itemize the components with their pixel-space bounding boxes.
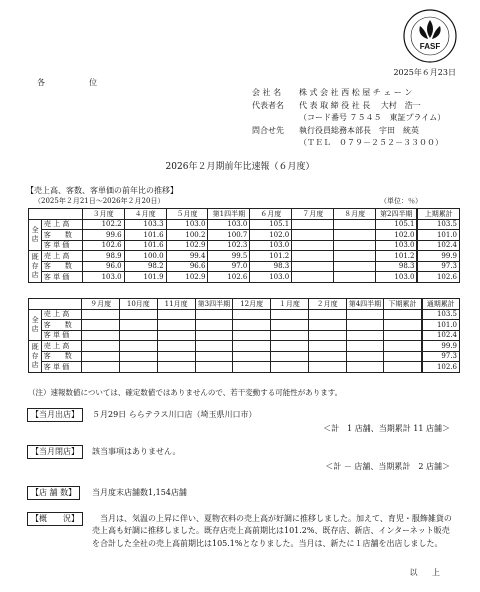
value-cell: 97.3: [417, 261, 459, 272]
value-cell: 103.5: [422, 309, 460, 320]
column-header: １月度: [271, 299, 309, 310]
value-cell: 102.3: [208, 240, 250, 251]
value-cell: 99.6: [82, 230, 124, 241]
value-cell: 101.0: [417, 230, 459, 241]
value-cell: [119, 341, 157, 352]
column-header: ６月度: [250, 209, 292, 220]
value-cell: [384, 341, 422, 352]
sender-value: 代 表 取 締 役 社 長 大村 浩一: [299, 100, 421, 110]
value-cell: [82, 362, 120, 373]
logo-text: FASF: [419, 42, 441, 51]
value-cell: [334, 230, 376, 241]
table-row: [29, 320, 460, 331]
table-row: [29, 272, 460, 283]
stores-text: 当月度末店舗数1,154店舗: [92, 488, 187, 497]
value-cell: [233, 341, 271, 352]
value-cell: [195, 341, 233, 352]
value-cell: 102.4: [417, 240, 459, 251]
column-header: 12月度: [233, 299, 271, 310]
sender-value: 株 式 会 社 西 松 屋 チ ェ ー ン: [299, 88, 413, 97]
value-cell: 105.1: [250, 219, 292, 230]
value-cell: [292, 219, 334, 230]
metric-label: 客 数: [41, 320, 81, 331]
value-cell: [157, 362, 195, 373]
value-cell: [195, 330, 233, 341]
closings-label: 【当月閉店】: [27, 445, 83, 459]
sender-label: [252, 138, 299, 151]
table-row: [29, 309, 460, 320]
overview-text: 当月は、気温の上昇に伴い、夏物衣料の売上高が好調に推移しました。加えて、育児・服飾雑貨の売上高も好調に推移しました。既存店売上高前期比は101.2%、既存店、新店、インターネット販売を合計した全社の売上高前期比は105.1%となりました。当月は、新たに１店舗を出店しました。: [92, 514, 452, 548]
addressee: 各 位: [37, 78, 115, 87]
sender-label: 問合せ先: [252, 125, 284, 135]
value-cell: [157, 341, 195, 352]
value-cell: [308, 330, 346, 341]
value-cell: [384, 309, 422, 320]
value-cell: [271, 351, 309, 362]
metric-label: 客 数: [41, 230, 82, 241]
table-row: [29, 261, 460, 272]
closing-mark: 以 上: [409, 568, 446, 577]
value-cell: 103.0: [376, 272, 418, 283]
openings-text: ５月29日 ららテラス川口店（埼玉県川口市）: [92, 410, 257, 419]
value-cell: [233, 351, 271, 362]
value-cell: 97.0: [208, 261, 250, 272]
sender-value: （コード番号 ７５４５ 東証プライム）: [299, 113, 446, 122]
header-blank-cell: [29, 299, 82, 310]
group-label: 既存店: [29, 341, 42, 373]
table-row: [29, 351, 460, 362]
value-cell: 96.6: [166, 261, 208, 272]
value-cell: 103.0: [82, 272, 124, 283]
value-cell: 99.9: [422, 341, 460, 352]
value-cell: [157, 351, 195, 362]
value-cell: 105.1: [376, 219, 418, 230]
value-cell: 101.0: [422, 320, 460, 331]
closings-summary: ＜計 － 店舗、当期累計 2 店舗＞: [325, 462, 450, 471]
footnote: （注）速報数値については、確定数値ではありませんので、若干変動する可能性があります。: [28, 388, 343, 397]
value-cell: [119, 309, 157, 320]
value-cell: [292, 240, 334, 251]
value-cell: [195, 309, 233, 320]
value-cell: [292, 230, 334, 241]
sender-block: [252, 88, 458, 151]
value-cell: [334, 219, 376, 230]
value-cell: 102.0: [376, 230, 418, 241]
section-heading: 【売上高、客数、客単価の前年比の推移】: [26, 186, 178, 195]
value-cell: 103.0: [376, 240, 418, 251]
value-cell: [82, 341, 120, 352]
group-label: 全店: [29, 219, 42, 251]
sender-label: 代表者名: [252, 100, 284, 110]
sender-label: [252, 113, 299, 126]
sender-value: 執行役員総務本部長 宇田 統英: [299, 125, 419, 135]
metric-label: 客 単 価: [41, 330, 81, 341]
column-header: 10月度: [119, 299, 157, 310]
value-cell: 98.3: [376, 261, 418, 272]
value-cell: [308, 341, 346, 352]
value-cell: [195, 351, 233, 362]
value-cell: [292, 272, 334, 283]
value-cell: [157, 320, 195, 331]
value-cell: 100.0: [124, 251, 166, 262]
stores-label: 【店 舗 数】: [27, 486, 80, 500]
value-cell: [308, 351, 346, 362]
value-cell: 101.9: [124, 272, 166, 283]
metric-label: 客 単 価: [41, 240, 82, 251]
value-cell: 103.0: [208, 219, 250, 230]
value-cell: [195, 320, 233, 331]
column-header: ９月度: [82, 299, 120, 310]
column-header: 第2四半期: [376, 209, 418, 220]
value-cell: 103.3: [124, 219, 166, 230]
value-cell: [384, 362, 422, 373]
metric-label: 売 上 高: [41, 341, 81, 352]
column-header: 第1四半期: [208, 209, 250, 220]
value-cell: 96.0: [82, 261, 124, 272]
value-cell: [308, 320, 346, 331]
column-header: ３月度: [82, 209, 124, 220]
metric-label: 客 数: [41, 351, 81, 362]
value-cell: [233, 330, 271, 341]
value-cell: 98.3: [250, 261, 292, 272]
value-cell: 99.5: [208, 251, 250, 262]
value-cell: 99.4: [166, 251, 208, 262]
document-title: 2026年２月期前年比速報（６月度）: [165, 162, 315, 172]
value-cell: [119, 351, 157, 362]
value-cell: 102.9: [166, 272, 208, 283]
value-cell: [346, 330, 384, 341]
metric-label: 売 上 高: [41, 219, 82, 230]
value-cell: 103.0: [166, 219, 208, 230]
header-blank-cell: [29, 209, 83, 220]
column-header: 第3四半期: [195, 299, 233, 310]
metric-label: 客 単 価: [41, 272, 82, 283]
value-cell: [346, 362, 384, 373]
value-cell: [384, 330, 422, 341]
fasf-logo: [402, 8, 458, 64]
value-cell: [233, 362, 271, 373]
metric-label: 客 単 価: [41, 362, 81, 373]
second-half-table: [28, 298, 460, 373]
sender-value: （ＴＥＬ ０７９－２５２－３３００）: [299, 138, 443, 147]
value-cell: 102.4: [422, 330, 460, 341]
table-row: [29, 362, 460, 373]
value-cell: 101.6: [124, 230, 166, 241]
table-row: [29, 219, 460, 230]
value-cell: [195, 362, 233, 373]
metric-label: 売 上 高: [41, 309, 81, 320]
value-cell: [334, 240, 376, 251]
value-cell: 102.0: [250, 230, 292, 241]
value-cell: 101.6: [124, 240, 166, 251]
value-cell: [308, 309, 346, 320]
column-header: 下期累計: [384, 299, 422, 310]
column-header: ４月度: [124, 209, 166, 220]
value-cell: [82, 351, 120, 362]
value-cell: [292, 261, 334, 272]
unit-label: （単位：％）: [380, 197, 422, 205]
value-cell: 98.2: [124, 261, 166, 272]
table-row: [29, 230, 460, 241]
value-cell: [292, 251, 334, 262]
value-cell: 100.2: [166, 230, 208, 241]
group-label: 既存店: [29, 251, 42, 283]
value-cell: [384, 320, 422, 331]
value-cell: [119, 330, 157, 341]
value-cell: [119, 362, 157, 373]
value-cell: 102.6: [422, 362, 460, 373]
document-date: 2025年６月23日: [393, 68, 456, 77]
value-cell: 103.0: [250, 272, 292, 283]
column-header: ７月度: [292, 209, 334, 220]
table-row: [29, 330, 460, 341]
value-cell: 102.6: [82, 240, 124, 251]
value-cell: 103.0: [250, 240, 292, 251]
value-cell: [82, 320, 120, 331]
column-header: ５月度: [166, 209, 208, 220]
column-header: 11月度: [157, 299, 195, 310]
column-header: ２月度: [308, 299, 346, 310]
value-cell: 101.2: [250, 251, 292, 262]
value-cell: [346, 309, 384, 320]
column-header: 通期累計: [422, 299, 460, 310]
column-header: ８月度: [334, 209, 376, 220]
table-row: [29, 240, 460, 251]
openings-label: 【当月出店】: [27, 408, 83, 422]
value-cell: [157, 330, 195, 341]
value-cell: [271, 362, 309, 373]
value-cell: [82, 309, 120, 320]
value-cell: 98.9: [82, 251, 124, 262]
column-header: 上期累計: [417, 209, 459, 220]
value-cell: [334, 251, 376, 262]
value-cell: 102.9: [166, 240, 208, 251]
value-cell: [346, 351, 384, 362]
closings-text: 該当事項はありません。: [92, 447, 181, 456]
value-cell: [157, 309, 195, 320]
value-cell: [82, 330, 120, 341]
value-cell: [271, 320, 309, 331]
metric-label: 客 数: [41, 261, 82, 272]
value-cell: [271, 309, 309, 320]
value-cell: [271, 341, 309, 352]
value-cell: [271, 330, 309, 341]
openings-summary: ＜計 1 店舗、当期累計 11 店舗＞: [323, 424, 450, 433]
period-label: （2025年２月21日～2026年２月20日）: [34, 197, 165, 205]
value-cell: 103.5: [417, 219, 459, 230]
value-cell: [334, 272, 376, 283]
value-cell: [233, 309, 271, 320]
value-cell: [346, 341, 384, 352]
value-cell: [346, 320, 384, 331]
value-cell: [334, 261, 376, 272]
value-cell: [233, 320, 271, 331]
table-row: [29, 341, 460, 352]
value-cell: [308, 362, 346, 373]
group-label: 全店: [29, 309, 42, 341]
value-cell: 102.6: [208, 272, 250, 283]
overview-label: 【概 況】: [27, 512, 83, 526]
value-cell: 101.2: [376, 251, 418, 262]
column-header: 第4四半期: [346, 299, 384, 310]
first-half-table: [28, 208, 460, 283]
value-cell: 99.9: [417, 251, 459, 262]
value-cell: 97.3: [422, 351, 460, 362]
table-row: [29, 251, 460, 262]
value-cell: [384, 351, 422, 362]
metric-label: 売 上 高: [41, 251, 82, 262]
value-cell: [119, 320, 157, 331]
value-cell: 100.7: [208, 230, 250, 241]
value-cell: 102.2: [82, 219, 124, 230]
value-cell: 102.6: [417, 272, 459, 283]
sender-label: 会 社 名: [252, 88, 282, 97]
